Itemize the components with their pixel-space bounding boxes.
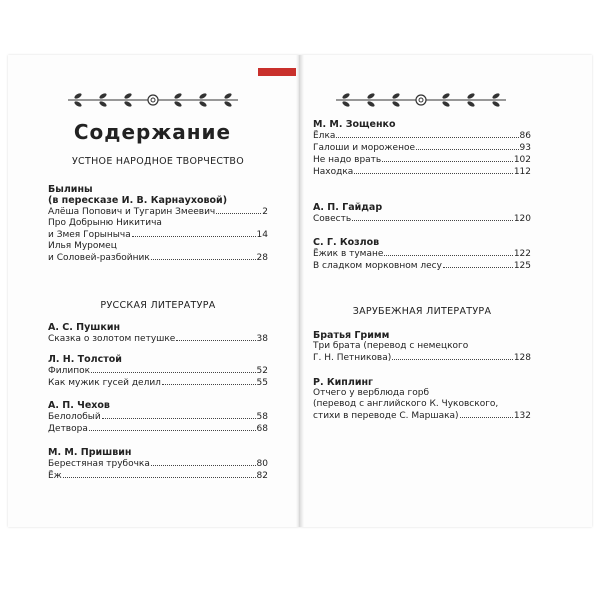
entry-page: 120 (513, 214, 531, 224)
entry-title: и Змея Горыныча (48, 230, 131, 240)
entry-title: Берестяная трубочка (48, 459, 150, 469)
entry-title: Галоши и мороженое (313, 143, 416, 153)
entry-page: 2 (262, 207, 268, 217)
toc-entry[interactable] (48, 252, 268, 264)
entry-page: 38 (256, 334, 268, 344)
toc-entry[interactable] (48, 377, 268, 389)
entry-page: 112 (513, 167, 531, 177)
entry-page: 86 (519, 131, 531, 141)
author-kozlov: С. Г. Козлов (313, 237, 380, 248)
author-prishvin: М. М. Пришвин (48, 447, 132, 458)
entry-title: Отчего у верблюда горб (313, 388, 429, 398)
book-gutter (296, 55, 304, 527)
author-kipling: Р. Киплинг (313, 377, 374, 388)
entry-page: 102 (513, 155, 531, 165)
toc-entry[interactable] (313, 130, 531, 142)
entry-page: 122 (513, 249, 531, 259)
toc-entry[interactable] (48, 458, 268, 470)
toc-entry[interactable] (313, 352, 531, 364)
entry-title: Не надо врать (313, 155, 382, 165)
author-gaidar: А. П. Гайдар (313, 202, 383, 213)
toc-entry[interactable] (48, 365, 268, 377)
entry-title: Г. Н. Петникова) (313, 353, 392, 363)
entry-page: 125 (513, 261, 531, 271)
entry-title: Ёлка (313, 131, 336, 141)
author-byliny-note: (в пересказе И. В. Карнауховой) (48, 195, 228, 206)
toc-entry[interactable] (313, 142, 531, 154)
page-title: Содержание (73, 120, 232, 144)
toc-entry[interactable] (48, 206, 268, 218)
entry-title: Как мужик гусей делил (48, 378, 161, 388)
entry-title: Детвора (48, 424, 88, 434)
toc-entry[interactable] (313, 248, 531, 260)
author-pushkin: А. С. Пушкин (48, 322, 121, 333)
entry-page: 52 (256, 366, 268, 376)
vine-ornament-icon (58, 92, 248, 108)
entry-page: 82 (256, 471, 268, 481)
entry-title: Алёша Попович и Тугарин Змеевич (48, 207, 216, 217)
toc-entry[interactable] (48, 423, 268, 435)
toc-entry[interactable] (313, 260, 531, 272)
left-ornament (58, 92, 248, 108)
entry-page: 14 (256, 230, 268, 240)
entry-title: Филипок (48, 366, 91, 376)
author-chekhov: А. П. Чехов (48, 400, 110, 411)
toc-entry[interactable] (48, 470, 268, 482)
author-grimm: Братья Гримм (313, 330, 390, 341)
author-tolstoy: Л. Н. Толстой (48, 354, 122, 365)
bookmark-ribbon (258, 68, 296, 76)
toc-entry[interactable] (313, 154, 531, 166)
entry-page: 132 (513, 411, 531, 421)
entry-title: и Соловей-разбойник (48, 253, 150, 263)
entry-page: 28 (256, 253, 268, 263)
entry-title: Ёжик в тумане (313, 249, 384, 259)
vine-ornament-icon (326, 92, 516, 108)
entry-page: 93 (519, 143, 531, 153)
entry-title: стихи в переводе С. Маршака) (313, 411, 459, 421)
entry-title: (перевод с английского К. Чуковского, (313, 399, 499, 409)
entry-page: 58 (256, 412, 268, 422)
entry-title: В сладком морковном лесу (313, 261, 442, 271)
entry-title: Находка (313, 167, 354, 177)
entry-page: 68 (256, 424, 268, 434)
toc-entry[interactable] (313, 213, 531, 225)
entry-title: Белолобый (48, 412, 101, 422)
toc-entry[interactable] (48, 333, 268, 345)
toc-entry[interactable] (48, 229, 268, 241)
section-title-folk: УСТНОЕ НАРОДНОЕ ТВОРЧЕСТВО (71, 156, 245, 167)
entry-title: Ёж (48, 471, 62, 481)
entry-title: Сказка о золотом петушке (48, 334, 176, 344)
section-title-russian: РУССКАЯ ЛИТЕРАТУРА (100, 300, 216, 311)
entry-page: 80 (256, 459, 268, 469)
right-ornament (326, 92, 516, 108)
toc-entry[interactable] (48, 411, 268, 423)
entry-page: 55 (256, 378, 268, 388)
entry-title: Три брата (перевод с немецкого (313, 341, 469, 351)
toc-entry[interactable] (313, 410, 531, 422)
author-zoshchenko: М. М. Зощенко (313, 119, 396, 130)
entry-title: Про Добрыню Никитича (48, 218, 162, 228)
author-byliny: Былины (48, 184, 93, 195)
section-title-foreign: ЗАРУБЕЖНАЯ ЛИТЕРАТУРА (352, 306, 492, 317)
toc-entry[interactable] (313, 166, 531, 178)
entry-title: Совесть (313, 214, 352, 224)
entry-page: 128 (513, 353, 531, 363)
entry-title: Илья Муромец (48, 241, 117, 251)
